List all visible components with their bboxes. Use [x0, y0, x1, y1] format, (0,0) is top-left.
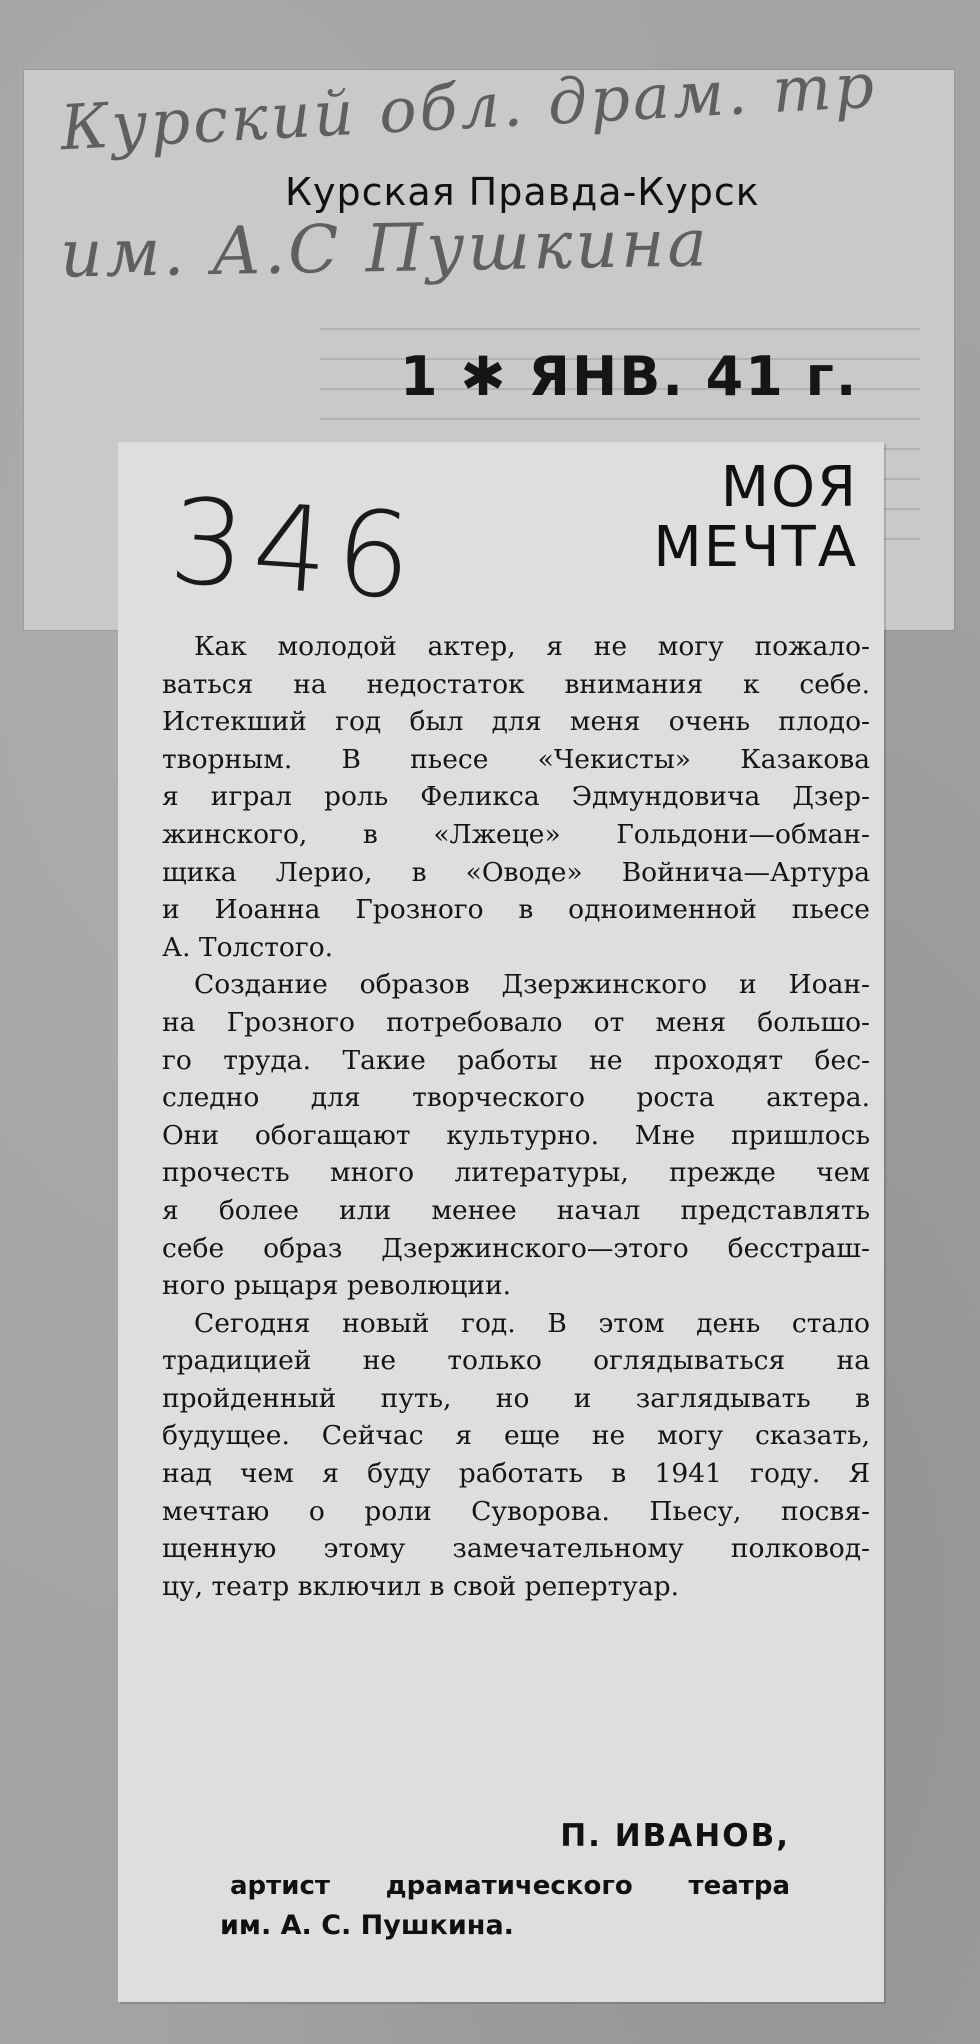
article-paragraph-3 — [130, 1305, 870, 1606]
text-line: Создание образов Дзержинского и Иоан- — [194, 969, 870, 1001]
article-paragraph-2 — [130, 966, 870, 1304]
text-line: Как молодой актер, я не могу пожало- — [194, 631, 870, 662]
text-line: прочесть много литературы, прежде чем — [162, 1157, 870, 1189]
text-line: себе образ Дзержинского—этого бесстраш- — [162, 1232, 870, 1264]
text-line: традицией не только оглядываться на — [162, 1345, 870, 1377]
text-line: Истекший год был для меня очень плодо- — [162, 706, 870, 738]
text-line: го труда. Такие работы не проходят бес- — [162, 1044, 870, 1076]
text-line: А. Толстого. — [162, 931, 334, 963]
text-line: я более или менее начал представлять — [162, 1194, 870, 1226]
newspaper-source: Курская Правда-Курск — [285, 170, 760, 214]
text-line: я играл роль Феликса Эдмундовича Дзер- — [162, 781, 870, 813]
handwritten-theater-dedication: им. А.С Пушкина — [59, 204, 711, 293]
text-line: и Иоанна Грозного в одноименной пьесе — [162, 894, 870, 926]
text-line: щенную этому замечательному полковод- — [162, 1533, 870, 1565]
text-line: щика Лерио, в «Оводе» Войнича—Артура — [162, 856, 870, 888]
handwritten-inventory-number: 346 — [165, 471, 424, 627]
text-line: Сегодня новый год. В этом день стало — [194, 1307, 870, 1339]
text-line: Они обогащают культурно. Мне пришлось — [162, 1119, 870, 1151]
author-role: артист драматического театра — [230, 1871, 790, 1901]
text-line: пройденный путь, но и заглядывать в — [162, 1382, 870, 1414]
text-line: на Грозного потребовало от меня большо- — [162, 1006, 870, 1038]
text-line: будущее. Сейчас я еще не могу сказать, — [162, 1420, 870, 1452]
text-line: следно для творческого роста актера. — [162, 1082, 870, 1114]
article-body — [130, 628, 870, 1605]
text-line: цу, театр включил в свой репертуар. — [162, 1570, 680, 1602]
author-theater: им. А. С. Пушкина. — [220, 1910, 514, 1941]
date-stamp: 1 ✱ ЯНВ. 41 г. — [400, 345, 859, 408]
handwritten-theater-name: Курский обл. драм. тр — [58, 48, 879, 165]
text-line: над чем я буду работать в 1941 году. Я — [162, 1458, 870, 1490]
text-line: творным. В пьесе «Чекисты» Казакова — [162, 743, 870, 775]
article-headline — [653, 455, 858, 580]
text-line: ваться на недостаток внимания к себе. — [162, 668, 870, 700]
headline-line-1: МОЯ — [720, 455, 858, 520]
text-line: ного рыцаря революции. — [162, 1270, 512, 1302]
author-name: П. ИВАНОВ, — [560, 1818, 790, 1854]
text-line: жинского, в «Лжеце» Гольдони—обман- — [162, 818, 870, 850]
article-paragraph-1 — [130, 628, 870, 966]
text-line: мечтаю о роли Суворова. Пьесу, посвя- — [162, 1495, 870, 1527]
headline-line-2: МЕЧТА — [653, 515, 858, 580]
